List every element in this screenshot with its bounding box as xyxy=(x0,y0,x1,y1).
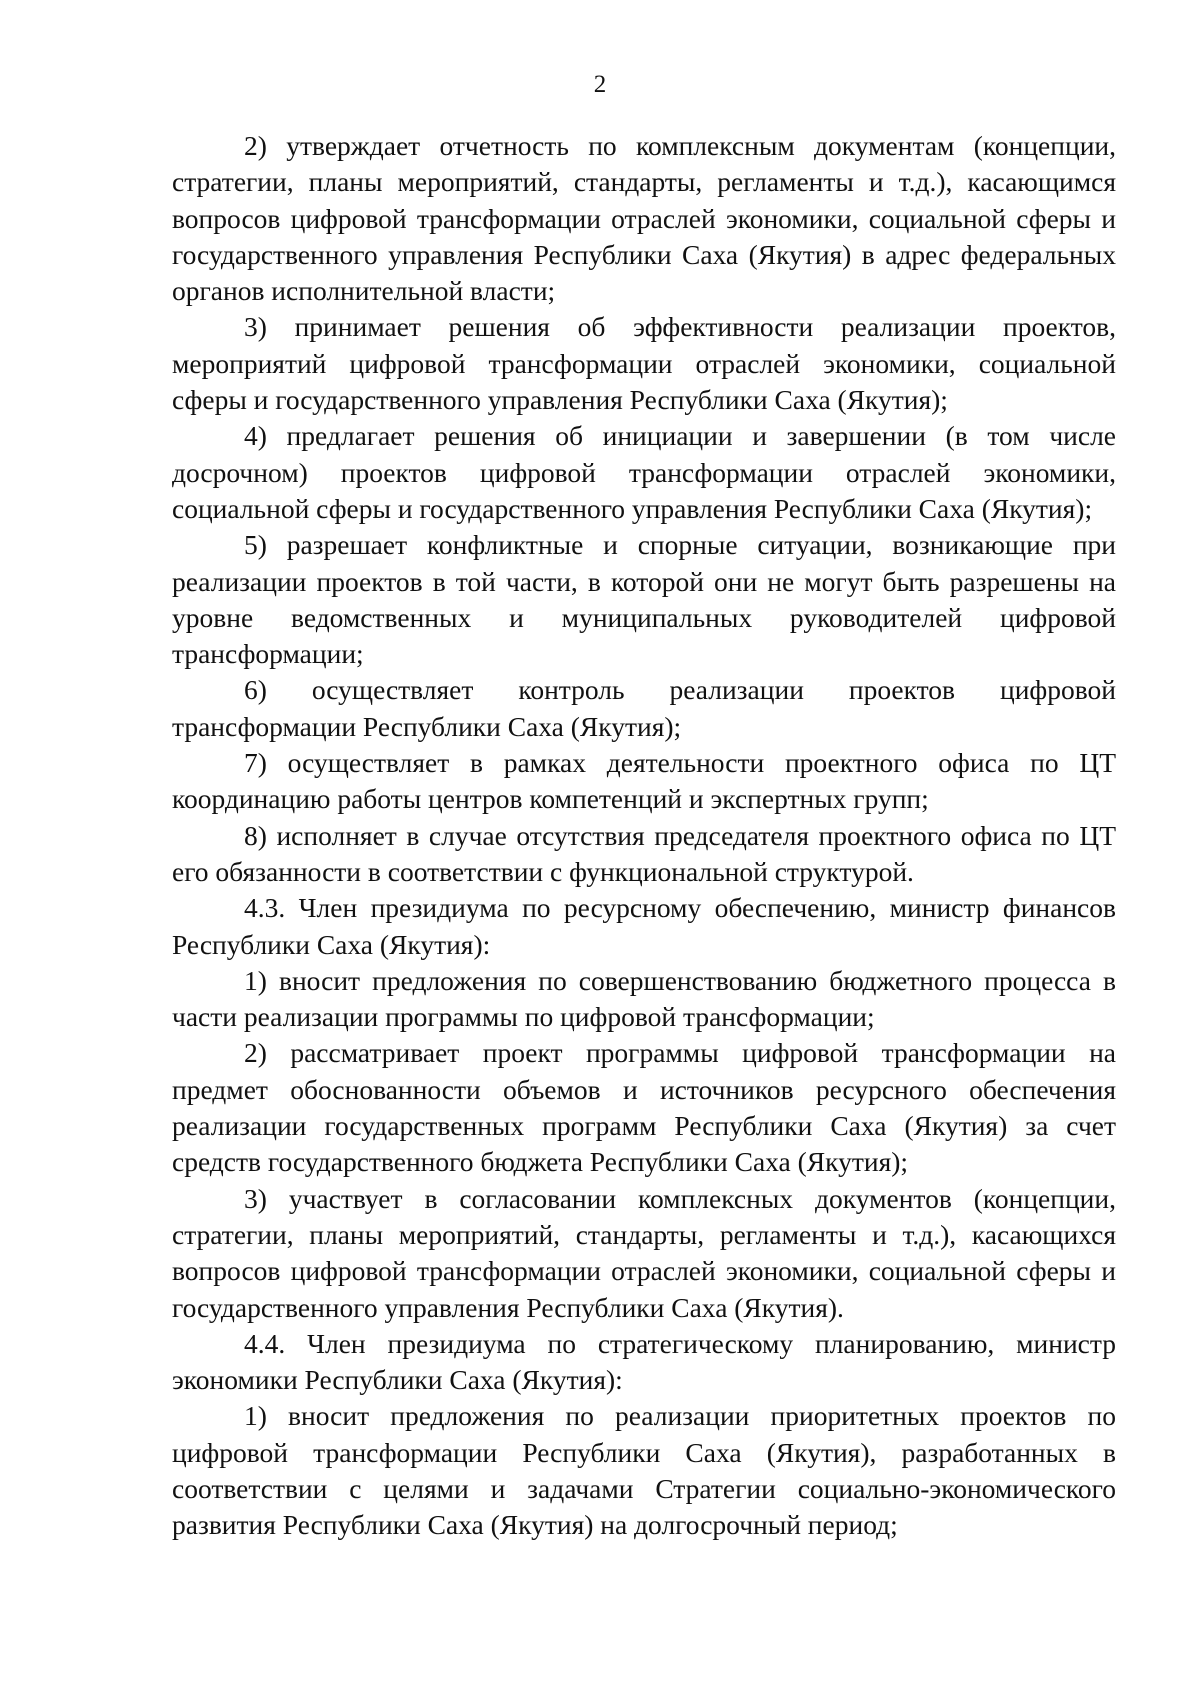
paragraph-item-4-project-initiation: 4) предлагает решения об инициации и завершении (в том числе досрочном) проектов цифровой трансформации отраслей экономики, социальной сферы и государственного управления Республики Саха (Якутия); xyxy=(172,420,1116,524)
paragraph-item-6-control: 6) осуществляет контроль реализации проектов цифровой трансформации Республики Саха (Якутия); xyxy=(172,674,1116,742)
paragraph-item-8-acting-chair: 8) исполняет в случае отсутствия председателя проектного офиса по ЦТ его обязанности в соответствии с функциональной структурой. xyxy=(172,819,1116,887)
paragraph-item-3-efficiency-decisions: 3) принимает решения об эффективности реализации проектов, мероприятий цифровой трансформации отраслей экономики, социальной сферы и государственного управления Республики Саха (Якутия); xyxy=(172,311,1116,416)
paragraph-4-3-item-2: 2) рассматривает проект программы цифровой трансформации на предмет обоснованности объемов и источников ресурсного обеспечения реализации государственных программ Республики Саха (Якутия) за счет средств государственного бюджета Республики Саха (Якутия); xyxy=(172,1037,1116,1178)
paragraph-4-3-item-3: 3) участвует в согласовании комплексных документов (концепции, стратегии, планы мероприятий, стандарты, регламенты и т.д.), касающихся вопросов цифровой трансформации отраслей экономики, социальной сферы и государственного управления Республики Саха (Якутия). xyxy=(172,1182,1116,1323)
document-body xyxy=(172,128,1116,1544)
paragraph-item-5-conflict-resolution: 5) разрешает конфликтные и спорные ситуации, возникающие при реализации проектов в той части, в которой они не могут быть разрешены на уровне ведомственных и муниципальных руководителей цифровой трансформации; xyxy=(172,529,1116,670)
page-number: 2 xyxy=(593,71,607,98)
section-heading-4-4: 4.4. Член президиума по стратегическому планированию, министр экономики Республики Саха (Якутия): xyxy=(172,1327,1116,1396)
paragraph-item-2-report-approval: 2) утверждает отчетность по комплексным документам (концепции, стратегии, планы мероприятий, стандарты, регламенты и т.д.), касающимся вопросов цифровой трансформации отраслей экономики, социальной сферы и государственного управления Республики Саха (Якутия) в адрес федеральных органов исполнительной власти; xyxy=(172,130,1116,307)
paragraph-4-3-item-1: 1) вносит предложения по совершенствованию бюджетного процесса в части реализации программы по цифровой трансформации; xyxy=(172,964,1116,1033)
paragraph-item-7-coordination: 7) осуществляет в рамках деятельности проектного офиса по ЦТ координацию работы центров компетенций и экспертных групп; xyxy=(172,747,1116,815)
section-heading-4-3: 4.3. Член президиума по ресурсному обеспечению, министр финансов Республики Саха (Якутия): xyxy=(172,892,1116,960)
paragraph-4-4-item-1: 1) вносит предложения по реализации приоритетных проектов по цифровой трансформации Республики Саха (Якутия), разработанных в соответствии с целями и задачами Стратегии социально-экономического развития Республики Саха (Якутия) на долгосрочный период; xyxy=(172,1400,1116,1541)
